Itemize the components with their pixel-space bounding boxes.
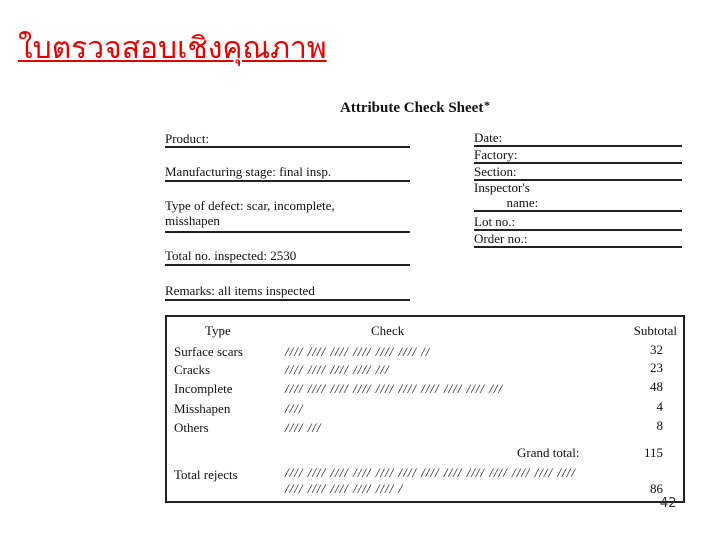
sheet-title: Attribute Check Sheet [340,100,484,116]
row-subtotal-cracks: 23 [650,360,663,375]
field-factory: Factory: [474,147,682,164]
row-tally-others: //// /// [285,420,322,435]
grand-total-value: 115 [643,445,663,460]
row-subtotal-others: 8 [656,418,663,433]
row-type-misshapen: Misshapen [174,401,231,416]
total-rejects-tally-line1: //// //// //// //// //// //// //// //// //// //// //// //// //// [285,465,576,480]
row-tally-cracks: //// //// //// //// /// [285,362,390,377]
row-subtotal-surface-scars: 32 [650,342,663,357]
check-table [165,315,685,503]
row-type-others: Others [174,420,209,435]
field-lot-no: Lot no.: [474,214,682,231]
field-order-no: Order no.: [474,231,682,248]
header-subtotal: Subtotal [633,323,677,338]
field-product: Product: [165,131,410,148]
field-type-of-defect: Type of defect: scar, incomplete, misshapen [165,198,410,233]
row-tally-surface-scars: //// //// //// //// //// //// // [285,344,431,359]
row-subtotal-incomplete: 48 [650,379,663,394]
total-rejects-label: Total rejects [174,467,238,482]
header-type: Type [205,323,231,338]
row-tally-misshapen: //// [285,401,304,416]
row-type-cracks: Cracks [174,362,211,377]
field-manufacturing-stage: Manufacturing stage: final insp. [165,164,410,182]
page-number: 42 [660,496,677,511]
total-rejects-tally-line2: //// //// //// //// //// / [285,481,404,496]
field-date: Date: [474,130,682,147]
field-inspector-name: Inspector's name: [474,180,682,212]
field-remarks: Remarks: all items inspected [165,283,410,301]
header-check: Check [371,323,405,338]
sheet-title-mark: * [484,98,490,112]
field-total-inspected: Total no. inspected: 2530 [165,248,410,266]
row-subtotal-misshapen: 4 [656,399,663,414]
row-type-incomplete: Incomplete [174,381,233,396]
row-tally-incomplete: //// //// //// //// //// //// //// //// //// /// [285,381,504,396]
field-section: Section: [474,164,682,181]
total-rejects-value: 86 [650,481,663,496]
slide-title: ใบตรวจสอบเชิงคุณภาพ [18,31,327,66]
row-type-surface-scars: Surface scars [174,344,243,359]
grand-total-label: Grand total: [517,445,580,460]
